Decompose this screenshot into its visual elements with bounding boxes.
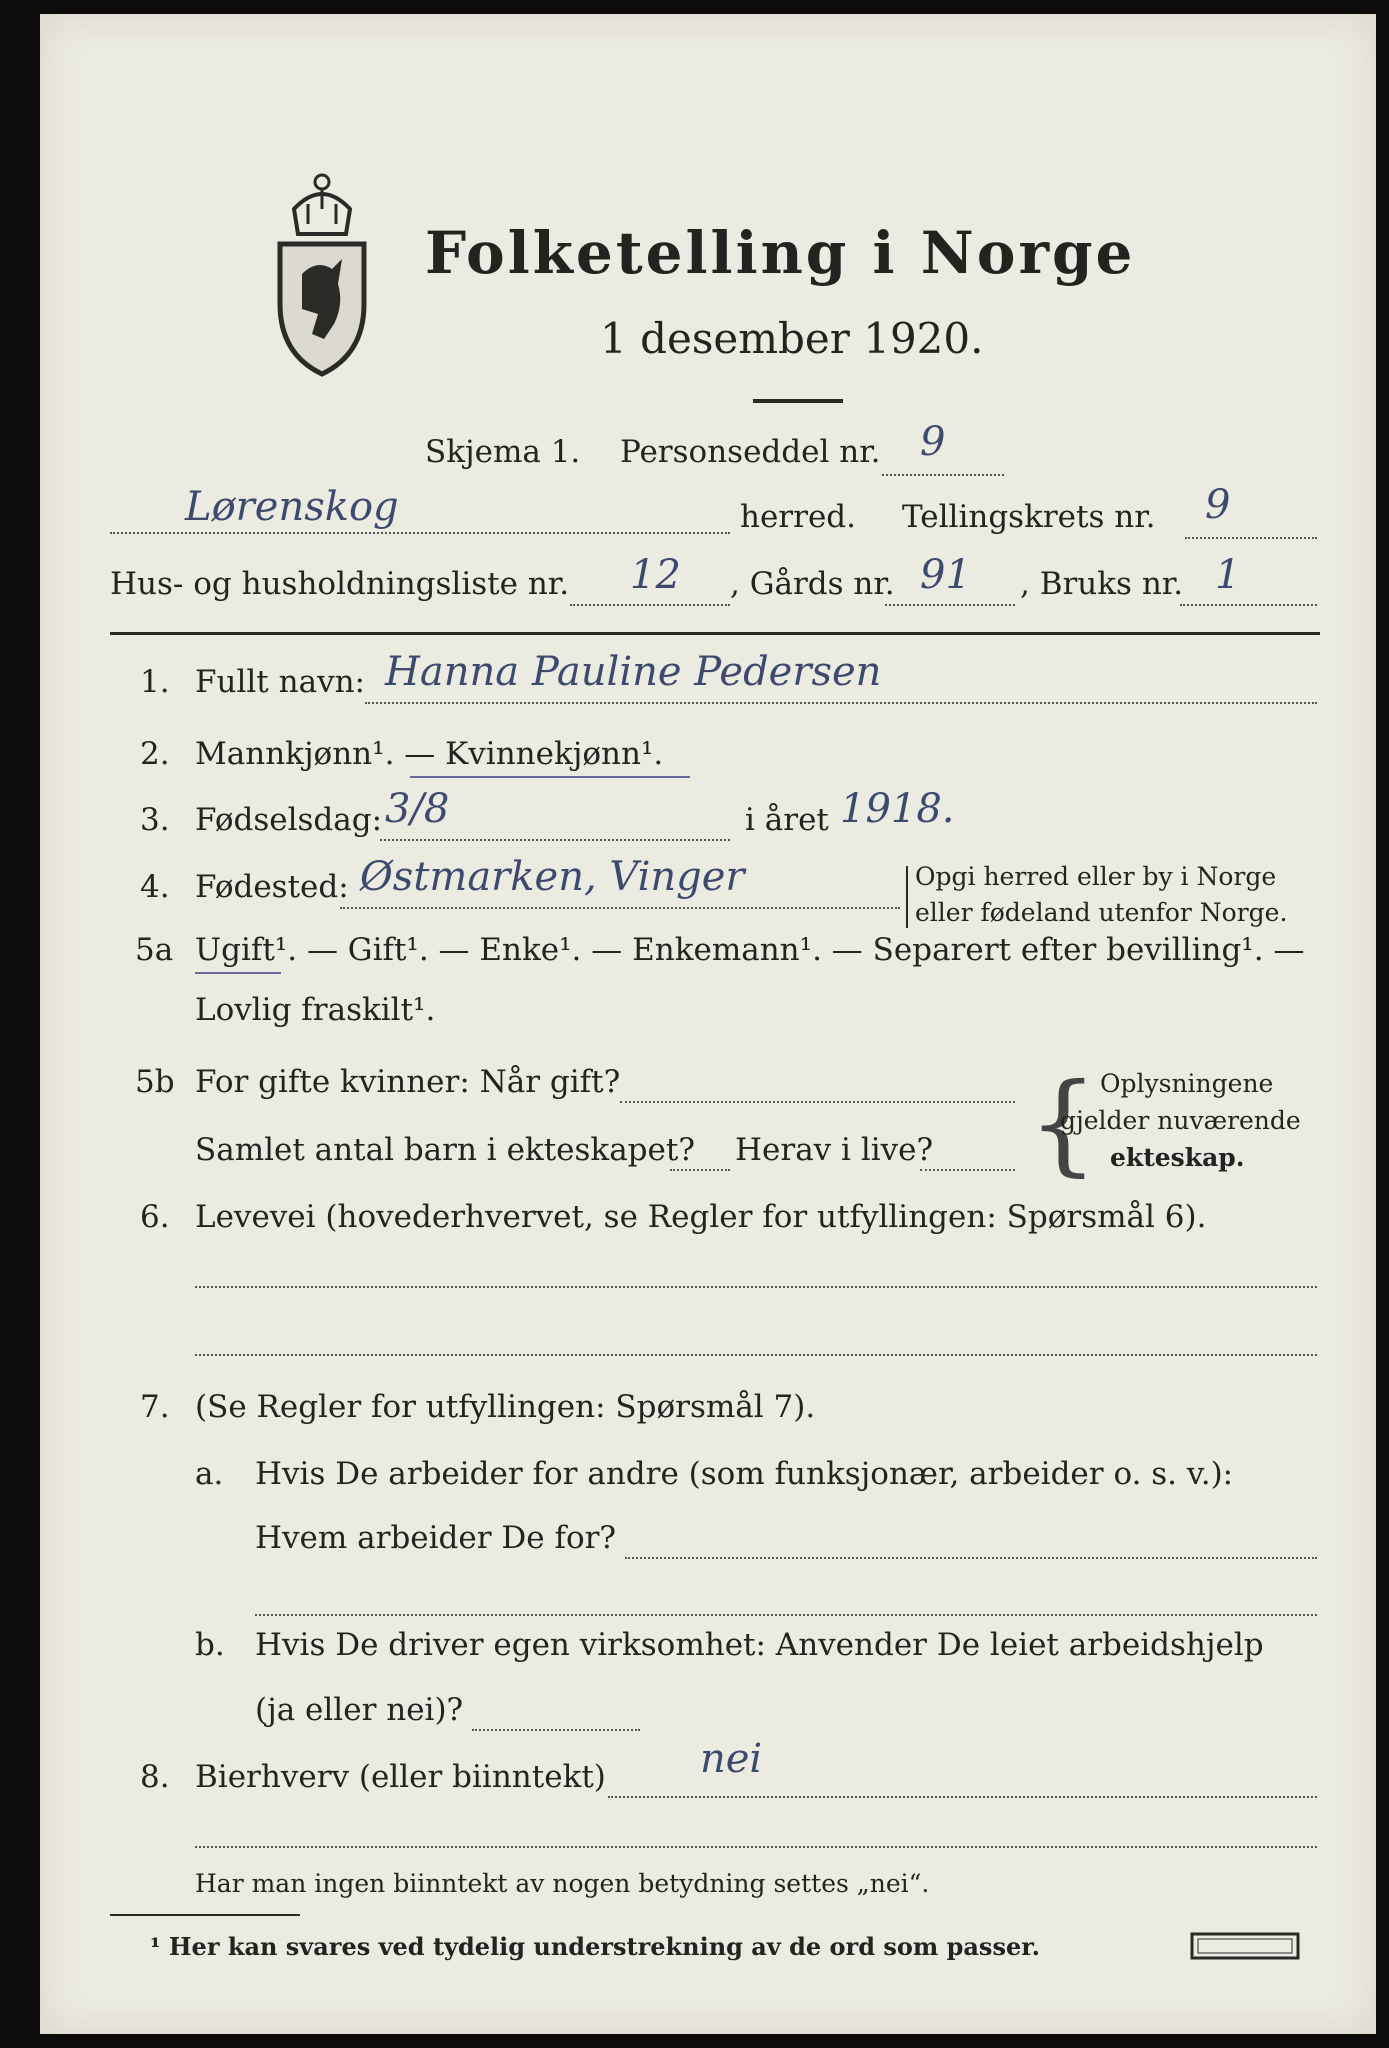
q7-label: (Se Regler for utfyllingen: Spørsmål 7). (195, 1389, 816, 1425)
q5b-note-line1: Oplysningene (1100, 1069, 1274, 1098)
q1-line (365, 702, 1317, 704)
q5a-label-line2: Lovlig fraskilt¹. (195, 992, 436, 1028)
q5b-note-line2: gjelder nuværende (1060, 1106, 1301, 1135)
full-name-value[interactable]: Hanna Pauline Pedersen (385, 649, 882, 695)
personseddel-label: Personseddel nr. (620, 434, 881, 470)
q7b-label: Hvis De driver egen virksomhet: Anvender De leiet arbeidshjelp (255, 1627, 1264, 1663)
q8-note: Har man ingen biinntekt av nogen betydning settes „nei“. (195, 1869, 930, 1898)
q6-number: 6. (140, 1199, 170, 1235)
q8-line (608, 1796, 1317, 1798)
q8-label: Bierhverv (eller biinntekt) (195, 1759, 606, 1795)
q7b-line[interactable] (472, 1729, 640, 1731)
q3-line (380, 839, 730, 841)
printer-stamp-icon (1190, 1932, 1300, 1960)
q7a-number: a. (195, 1456, 224, 1492)
title-divider (753, 399, 843, 403)
personseddel-value[interactable]: 9 (920, 419, 946, 465)
q7a-employer-line[interactable] (625, 1557, 1317, 1559)
bruks-label: , Bruks nr. (1020, 566, 1184, 602)
herred-line (110, 532, 730, 534)
q4-note-line1: Opgi herred eller by i Norge (915, 862, 1277, 891)
q8-line2[interactable] (195, 1846, 1317, 1848)
q4-number: 4. (140, 869, 170, 905)
coat-of-arms-icon (272, 164, 372, 379)
q4-line (340, 907, 900, 909)
hus-line (570, 604, 730, 606)
q4-note-line2: eller fødeland utenfor Norge. (915, 898, 1288, 927)
q6-line1[interactable] (195, 1286, 1317, 1288)
q5b-children-label: Samlet antal barn i ekteskapet? (195, 1132, 695, 1168)
footnote: ¹ Her kan svares ved tydelig understrekning av de ord som passer. (150, 1932, 1041, 1961)
q5b-note-line3: ekteskap. (1110, 1143, 1245, 1172)
hus-value[interactable]: 12 (630, 552, 681, 598)
q4-note-bar (906, 866, 908, 928)
q7b-label-line2: (ja eller nei)? (255, 1692, 464, 1728)
q5b-living-label: Herav i live? (735, 1132, 934, 1168)
marital-underline (195, 972, 281, 974)
q6-line2[interactable] (195, 1354, 1317, 1356)
gards-label: , Gårds nr. (730, 566, 895, 602)
q7-number: 7. (140, 1389, 170, 1425)
side-income-value[interactable]: nei (700, 1736, 763, 1782)
q1-number: 1. (140, 664, 170, 700)
q5b-label: For gifte kvinner: Når gift? (195, 1064, 621, 1100)
gards-line (885, 604, 1015, 606)
gards-value[interactable]: 91 (920, 552, 971, 598)
hus-label: Hus- og husholdningsliste nr. (110, 566, 570, 602)
birth-year-value[interactable]: 1918. (840, 786, 955, 832)
q6-label: Levevei (hovederhvervet, se Regler for utfyllingen: Spørsmål 6). (195, 1199, 1207, 1235)
q7a-line2[interactable] (255, 1614, 1317, 1616)
q8-number: 8. (140, 1759, 170, 1795)
q3-label: Fødselsdag: (195, 802, 383, 838)
q7a-label: Hvis De arbeider for andre (som funksjonær, arbeider o. s. v.): (255, 1456, 1234, 1492)
q1-label: Fullt navn: (195, 664, 365, 700)
gender-options[interactable]: Mannkjønn¹. — Kvinnekjønn¹. (195, 736, 664, 772)
census-date: 1 desember 1920. (600, 314, 984, 363)
marital-status-options[interactable]: Ugift¹. — Gift¹. — Enke¹. — Enkemann¹. — Separert efter bevilling¹. — (195, 932, 1305, 968)
census-form (40, 14, 1376, 2034)
q4-label: Fødested: (195, 869, 349, 905)
bruks-value[interactable]: 1 (1215, 552, 1241, 598)
q5a-number: 5a (135, 932, 174, 968)
q2-number: 2. (140, 736, 170, 772)
q5b-children-line (670, 1169, 730, 1171)
q7a-employer-label: Hvem arbeider De for? (255, 1520, 617, 1556)
q5b-living-line (920, 1169, 1015, 1171)
tellingskrets-label: Tellingskrets nr. (902, 499, 1156, 535)
q5b-brace: { (1028, 1059, 1098, 1187)
footnote-divider (110, 1914, 300, 1916)
herred-value[interactable]: Lørenskog (185, 484, 399, 530)
herred-label: herred. (740, 499, 856, 535)
q5b-number: 5b (135, 1064, 175, 1100)
tellingskrets-value[interactable]: 9 (1205, 482, 1231, 528)
birthplace-value[interactable]: Østmarken, Vinger (360, 854, 745, 900)
q3-year-label: i året (745, 802, 829, 838)
schema-label: Skjema 1. (425, 434, 581, 470)
personseddel-line (882, 474, 1004, 476)
bruks-line (1180, 604, 1317, 606)
q3-number: 3. (140, 802, 170, 838)
q7b-number: b. (195, 1627, 225, 1663)
header-separator (110, 632, 1320, 635)
gender-underline (410, 776, 690, 778)
q5b-married-line (620, 1101, 1015, 1103)
form-title: Folketelling i Norge (425, 219, 1136, 287)
birthday-value[interactable]: 3/8 (385, 786, 450, 832)
tellingskrets-line (1185, 537, 1317, 539)
